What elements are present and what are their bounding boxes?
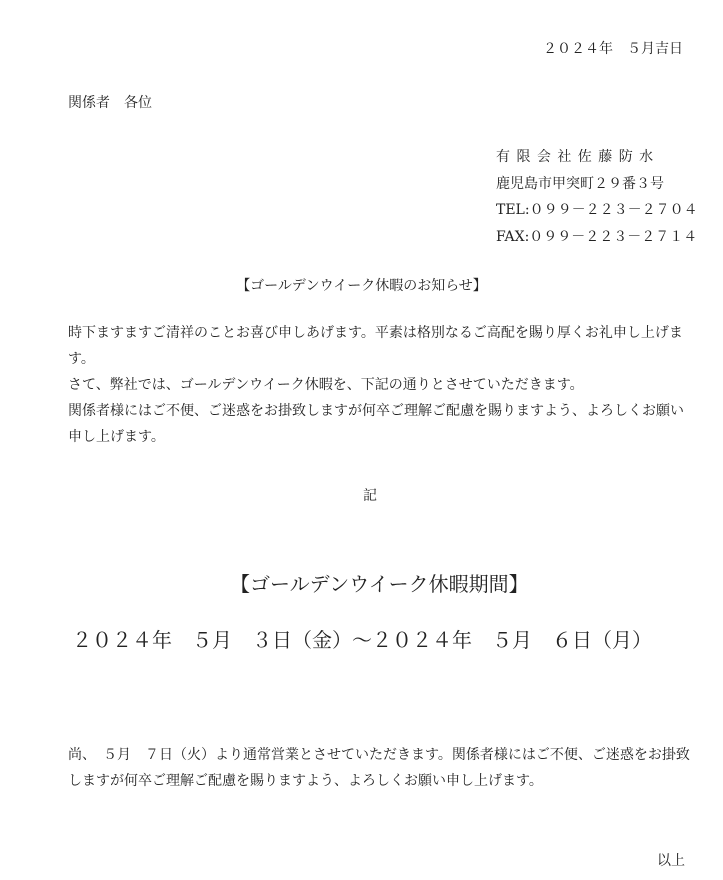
body-paragraph: 関係者様にはご不便、ご迷惑をお掛致しますが何卒ご理解ご配慮を賜りますよう、よろしくお願い申し上げます。 [68, 403, 684, 445]
notice-title: 【ゴールデンウイーク休暇のお知らせ】 [236, 278, 487, 294]
notice-body [68, 320, 690, 450]
sender-fax: FAX:０９９－２２３－２７１４ [496, 228, 698, 245]
recipients: 関係者 各位 [68, 95, 152, 111]
sender-company: 有 限 会 社 佐 藤 防 水 [496, 149, 655, 165]
body-paragraph: さて、弊社では、ゴールデンウイーク休暇を、下記の通りとさせていただきます。 [68, 377, 584, 393]
note-paragraph: 尚、 ５月 ７日（火）より通常営業とさせていただきます。関係者様にはご不便、ご迷惑をお掛致しますが何卒ご理解ご配慮を賜りますよう、よろしくお願い申し上げます。 [68, 747, 690, 789]
ki-heading: 記 [363, 488, 377, 504]
sender-address: 鹿児島市甲突町２９番３号 [496, 175, 664, 192]
sender-block [496, 144, 696, 250]
document-date: ２０２４年 ５月吉日 [543, 41, 683, 57]
period-title: 【ゴールデンウイーク休暇期間】 [230, 572, 529, 596]
closing-ijou: 以上 [657, 853, 685, 869]
period-range: ２０２４年 ５月 ３日（金）～２０２４年 ５月 ６日（月） [72, 628, 652, 652]
resume-note [68, 742, 690, 794]
sender-tel: TEL:０９９－２２３－２７０４ [496, 202, 698, 218]
body-paragraph: 時下ますますご清祥のことお喜び申しあげます。平素は格別なるご高配を賜り厚くお礼申し上げます。 [68, 325, 683, 367]
